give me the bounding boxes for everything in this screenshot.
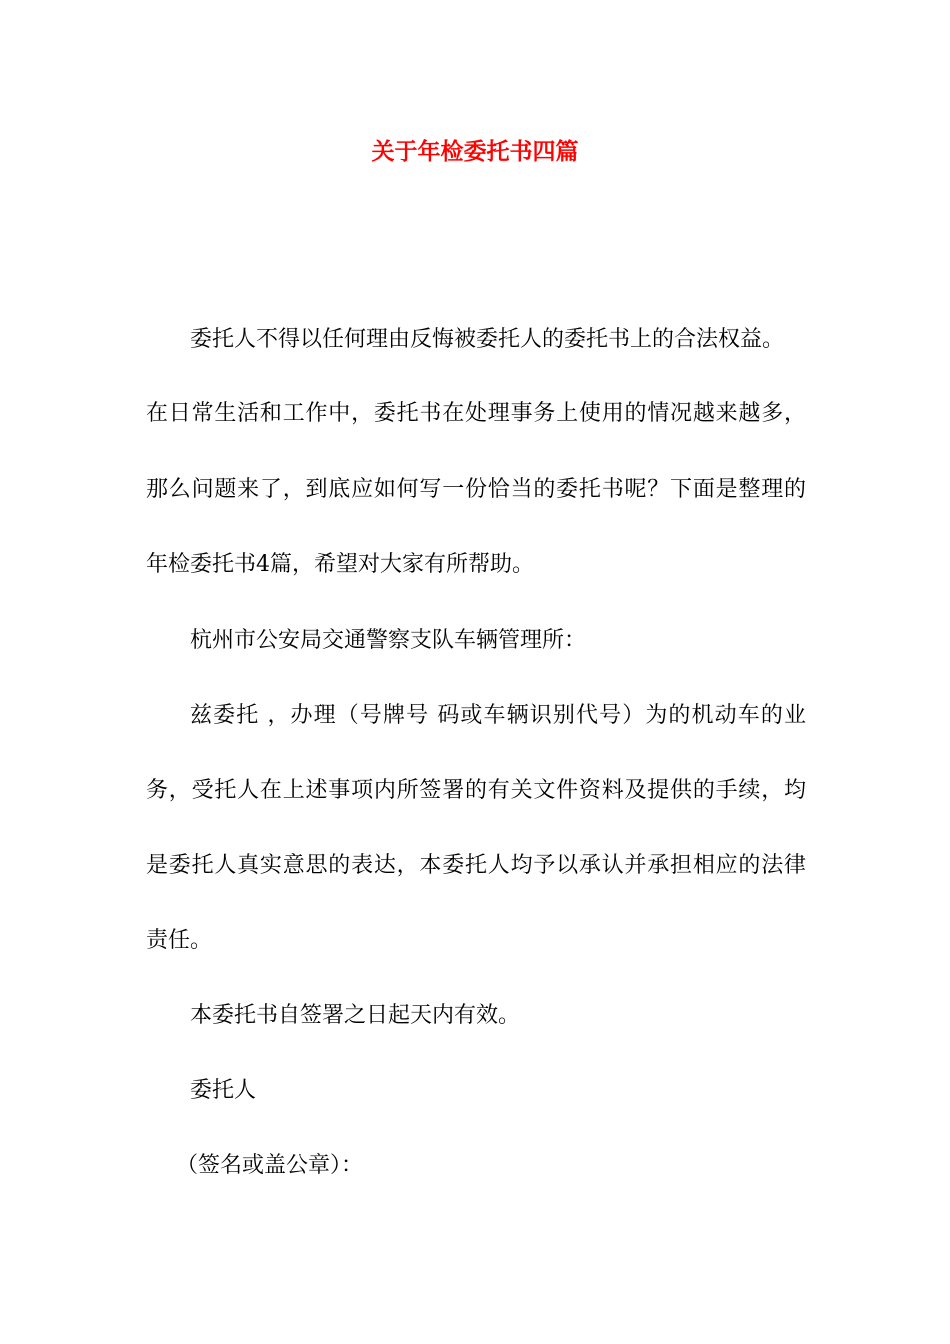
paragraph-line: 年检委托书4篇，希望对大家有所帮助。 bbox=[146, 552, 534, 577]
validity-line: 本委托书自签署之日起天内有效。 bbox=[190, 1003, 521, 1028]
document-title: 关于年检委托书四篇 bbox=[371, 139, 579, 165]
principal-label: 委托人 bbox=[190, 1078, 257, 1103]
addressee-line: 杭州市公安局交通警察支队车辆管理所： bbox=[190, 628, 587, 653]
paragraph-line: 责任。 bbox=[146, 928, 213, 953]
paragraph-line: 兹委托 ，办理（号牌号 码或车辆识别代号）为的机动车的业 bbox=[190, 703, 806, 728]
signature-label: （签名或盖公章）： bbox=[176, 1153, 364, 1178]
paragraph-line: 在日常生活和工作中，委托书在处理事务上使用的情况越来越多， bbox=[146, 401, 806, 426]
paragraph-line: 那么问题来了，到底应如何写一份恰当的委托书呢？下面是整理的 bbox=[146, 477, 806, 502]
paragraph-line: 是委托人真实意思的表达，本委托人均予以承认并承担相应的法律 bbox=[146, 853, 806, 878]
paragraph-line: 务，受托人在上述事项内所签署的有关文件资料及提供的手续，均 bbox=[146, 778, 806, 803]
paragraph-line: 委托人不得以任何理由反悔被委托人的委托书上的合法权益。 bbox=[190, 327, 785, 352]
